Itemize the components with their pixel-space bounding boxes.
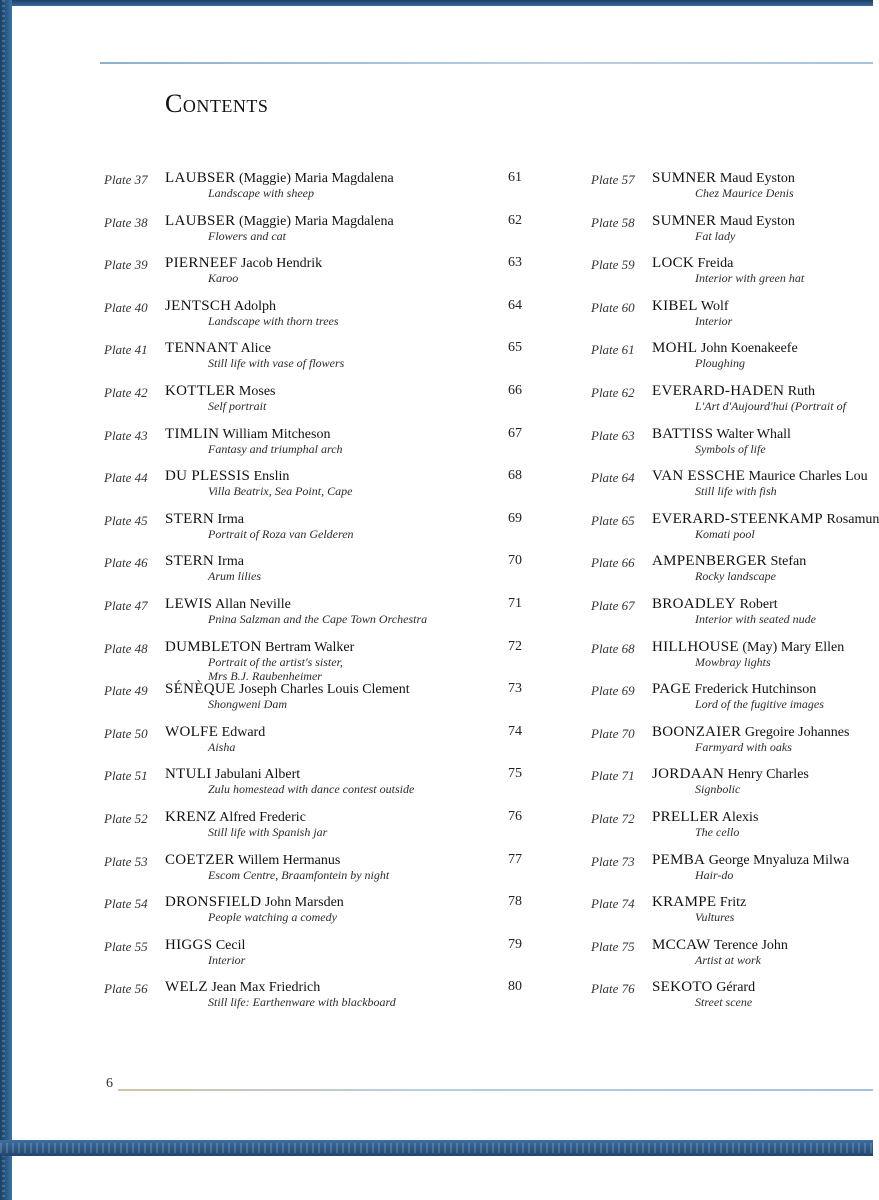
artist-surname: WOLFE (165, 723, 219, 740)
plate-label: Plate 59 (591, 257, 635, 273)
artist-name (652, 852, 849, 869)
artist-given-names: Frederick Hutchinson (694, 682, 817, 698)
artist-given-names: (Maggie) Maria Magdalena (238, 171, 394, 186)
plate-label: Plate 67 (591, 598, 635, 613)
work-title: Flowers and cat (208, 228, 286, 243)
work-title: Still life: Earthenware with blackboard (208, 995, 396, 1010)
artist-surname: PIERNEEF (165, 255, 238, 272)
artist-surname: HIGGS (165, 936, 213, 953)
artist-surname: SÉNÈQUE (165, 681, 236, 698)
work-title: Shongweni Dam (208, 697, 287, 712)
work-title: Rocky landscape (695, 569, 776, 584)
artist-name (652, 468, 868, 485)
work-title: Escom Centre, Braamfontein by night (208, 867, 390, 882)
artist-surname: KOTTLER (165, 383, 236, 399)
page-reference: 75 (508, 766, 522, 782)
page-reference: 66 (508, 383, 522, 398)
page-reference: 62 (508, 212, 522, 228)
work-title: Mowbray lights (695, 654, 771, 669)
plate-label: Plate 41 (104, 342, 148, 358)
artist-given-names: Maurice Charles Lou (748, 469, 868, 485)
work-title: Chez Maurice Denis (695, 186, 794, 200)
artist-surname: EVERARD-STEENKAMP (652, 510, 823, 527)
artist-given-names: John Koenakeefe (700, 341, 798, 357)
work-title: Artist at work (695, 952, 762, 967)
artist-given-names: Terence John (713, 937, 788, 953)
plate-label: Plate 74 (591, 896, 635, 912)
plate-label: Plate 76 (591, 981, 635, 997)
plate-label: Plate 50 (104, 725, 148, 741)
plate-label: Plate 38 (104, 214, 148, 230)
artist-given-names: Freida (697, 256, 734, 272)
work-title: Landscape with thorn trees (208, 313, 339, 328)
artist-given-names: Adolph (234, 298, 277, 314)
artist-surname: TIMLIN (165, 425, 220, 442)
artist-given-names: Alfred Frederic (219, 810, 306, 825)
artist-given-names: Cecil (215, 937, 246, 953)
work-title: Fantasy and triumphal arch (208, 441, 343, 456)
artist-name (652, 724, 849, 741)
work-title: Komati pool (695, 526, 755, 541)
artist-surname: KRAMPE (652, 894, 717, 911)
work-title: Aisha (208, 739, 236, 754)
artist-name (652, 894, 746, 911)
plate-label: Plate 68 (591, 640, 635, 656)
artist-given-names: Enslin (253, 469, 290, 485)
plate-label: Plate 37 (104, 172, 148, 187)
artist-given-names: Irma (217, 554, 244, 570)
work-title: Still life with fish (695, 484, 777, 499)
artist-surname: WELZ (165, 979, 208, 996)
artist-surname: DU PLESSIS (165, 468, 251, 485)
plate-label: Plate 40 (104, 299, 148, 315)
plate-label: Plate 69 (591, 683, 635, 699)
artist-surname: PAGE (652, 681, 691, 698)
artist-given-names: Henry Charles (727, 767, 809, 783)
artist-name (652, 553, 806, 570)
artist-name (652, 596, 778, 613)
artist-surname: MCCAW (652, 936, 711, 953)
page-reference: 74 (508, 723, 522, 739)
work-title: Vultures (695, 910, 735, 925)
plate-label: Plate 52 (104, 811, 148, 826)
work-title: Signbolic (695, 782, 741, 797)
artist-surname: VAN ESSCHE (652, 468, 746, 485)
artist-surname: AMPENBERGER (652, 553, 767, 570)
plate-label: Plate 75 (591, 938, 635, 954)
plate-label: Plate 65 (591, 512, 635, 528)
bottom-rule (118, 1089, 873, 1091)
work-title: The cello (695, 825, 740, 839)
artist-surname: STERN (165, 510, 215, 527)
artist-surname: PEMBA (652, 851, 706, 868)
artist-name (652, 340, 798, 357)
plate-label: Plate 53 (104, 853, 148, 869)
artist-surname: SUMNER (652, 212, 717, 229)
artist-surname: BROADLEY (652, 596, 737, 612)
work-title: Interior (208, 952, 246, 967)
work-title: Ploughing (695, 356, 745, 371)
artist-given-names: Moses (238, 384, 276, 399)
plate-label: Plate 61 (591, 342, 635, 358)
plate-label: Plate 73 (591, 853, 635, 869)
plate-label: Plate 54 (104, 896, 148, 912)
work-title: Hair-do (695, 867, 734, 882)
artist-given-names: Gregoire Johannes (744, 724, 850, 740)
artist-given-names: Fritz (719, 895, 747, 911)
plate-label: Plate 44 (104, 470, 148, 486)
work-title: Interior (695, 313, 733, 328)
plate-label: Plate 45 (104, 512, 148, 528)
plate-label: Plate 60 (591, 299, 635, 315)
artist-surname: TENNANT (165, 340, 238, 357)
artist-given-names: Jacob Hendrik (240, 256, 323, 272)
plate-label: Plate 56 (104, 981, 148, 997)
artist-surname: JORDAAN (652, 766, 725, 783)
plate-label: Plate 71 (591, 768, 635, 784)
artist-given-names: Gérard (716, 980, 756, 996)
plate-label: Plate 46 (104, 555, 148, 571)
artist-given-names: Robert (739, 597, 778, 612)
work-title: Self portrait (208, 399, 267, 413)
work-title: Karoo (208, 271, 239, 286)
artist-surname: NTULI (165, 766, 212, 783)
artist-surname: MOHL (652, 340, 698, 357)
plate-label: Plate 72 (591, 811, 635, 826)
artist-given-names: Ruth (787, 384, 815, 399)
work-title: Street scene (695, 995, 753, 1010)
artist-given-names: Allan Neville (215, 597, 291, 612)
work-title: Pnina Salzman and the Cape Town Orchestra (208, 612, 428, 626)
artist-given-names: Alexis (721, 810, 759, 825)
plate-label: Plate 58 (591, 214, 635, 230)
work-title: Villa Beatrix, Sea Point, Cape (208, 484, 353, 499)
page-reference: 77 (508, 851, 522, 867)
artist-given-names: Jean Max Friedrich (211, 980, 321, 996)
work-title: Lord of the fugitive images (695, 697, 824, 712)
work-title: Fat lady (695, 228, 736, 243)
plate-label: Plate 43 (104, 427, 148, 443)
plate-label: Plate 66 (591, 555, 635, 571)
artist-name (652, 511, 879, 528)
artist-surname: KRENZ (165, 809, 217, 825)
artist-surname: DUMBLETON (165, 638, 262, 655)
artist-surname: HILLHOUSE (652, 638, 739, 655)
artist-surname: JENTSCH (165, 297, 232, 314)
artist-given-names: Rosamun (826, 511, 879, 527)
page-reference: 78 (508, 894, 522, 910)
work-title: Farmyard with oaks (695, 739, 792, 754)
artist-given-names: Wolf (700, 298, 729, 314)
page-reference: 69 (508, 510, 522, 526)
page-title: Contents (165, 89, 269, 118)
page-reference: 73 (508, 681, 522, 697)
artist-surname: STERN (165, 553, 215, 570)
artist-given-names: John Marsden (264, 895, 344, 911)
artist-given-names: Willem Hermanus (237, 852, 341, 868)
artist-name (652, 979, 755, 996)
artist-given-names: Walter Whall (716, 426, 791, 442)
artist-given-names: Stefan (770, 554, 807, 570)
artist-given-names: Joseph Charles Louis Clement (238, 682, 410, 698)
plate-label: Plate 47 (104, 598, 148, 613)
artist-name (652, 213, 795, 230)
work-title: Still life with vase of flowers (208, 356, 345, 371)
page-reference: 76 (508, 809, 522, 824)
plate-label: Plate 62 (591, 385, 635, 400)
page-reference: 64 (508, 297, 522, 313)
work-title: People watching a comedy (208, 910, 337, 925)
page-reference: 67 (508, 425, 522, 441)
artist-surname: LEWIS (165, 596, 213, 612)
page-reference: 63 (508, 255, 522, 271)
artist-name (652, 766, 809, 783)
artist-surname: EVERARD-HADEN (652, 383, 785, 399)
artist-surname: PRELLER (652, 809, 720, 825)
artist-surname: LOCK (652, 255, 695, 272)
page-reference: 70 (508, 553, 522, 569)
plate-label: Plate 70 (591, 725, 635, 741)
work-title: Portrait of Roza van Gelderen (208, 526, 354, 541)
artist-given-names: Maud Eyston (719, 213, 795, 229)
artist-surname: BATTISS (652, 425, 714, 442)
artist-name (652, 681, 816, 698)
artist-surname: BOONZAIER (652, 723, 742, 740)
plate-label: Plate 42 (104, 385, 148, 400)
artist-name (652, 809, 758, 826)
artist-surname: KIBEL (652, 297, 698, 314)
artist-name (652, 298, 729, 315)
artist-name (652, 383, 815, 400)
plate-label: Plate 51 (104, 768, 148, 784)
artist-given-names: (May) Mary Ellen (742, 639, 845, 655)
plate-label: Plate 64 (591, 470, 635, 486)
artist-surname: COETZER (165, 851, 235, 868)
work-title: Interior with seated nude (695, 612, 816, 626)
work-title: Arum lilies (208, 569, 261, 584)
artist-given-names: Alice (240, 341, 271, 357)
work-title: Portrait of the artist's sister, (208, 654, 343, 669)
artist-surname: SEKOTO (652, 979, 713, 996)
artist-surname: SUMNER (652, 170, 717, 186)
artist-name (652, 255, 733, 272)
artist-given-names: Jabulani Albert (215, 767, 301, 783)
artist-name (652, 639, 844, 656)
artist-name (652, 170, 795, 187)
plate-label: Plate 39 (104, 257, 148, 273)
page-reference: 68 (508, 468, 522, 484)
artist-surname: LAUBSER (165, 212, 236, 229)
work-title: Still life with Spanish jar (208, 825, 328, 839)
plate-label: Plate 63 (591, 427, 635, 443)
artist-given-names: Maud Eyston (719, 171, 795, 186)
plate-label: Plate 48 (104, 640, 148, 656)
work-title: Zulu homestead with dance contest outside (208, 782, 415, 797)
artist-given-names: (Maggie) Maria Magdalena (238, 213, 394, 229)
work-title-continued: Mrs B.J. Raubenheimer (208, 668, 322, 683)
artist-name (652, 426, 791, 443)
plate-label: Plate 55 (104, 938, 148, 954)
artist-given-names: William Mitcheson (222, 426, 331, 442)
work-title: Symbols of life (695, 441, 766, 456)
page-reference: 61 (508, 170, 522, 185)
artist-surname: DRONSFIELD (165, 894, 262, 911)
work-title: Interior with green hat (695, 271, 805, 286)
artist-given-names: Irma (217, 511, 244, 527)
page-number: 6 (106, 1076, 113, 1091)
page-reference: 71 (508, 596, 522, 611)
artist-given-names: George Mnyaluza Milwa (708, 852, 850, 868)
artist-given-names: Edward (221, 724, 266, 740)
plate-label: Plate 57 (591, 172, 635, 187)
work-title: Landscape with sheep (208, 186, 314, 200)
artist-given-names: Bertram Walker (265, 639, 355, 655)
artist-surname: LAUBSER (165, 170, 236, 186)
work-title: L'Art d'Aujourd'hui (Portrait of (695, 399, 846, 413)
page-reference: 65 (508, 340, 522, 356)
page-reference: 72 (508, 638, 522, 654)
page-reference: 79 (508, 936, 522, 952)
plate-label: Plate 49 (104, 683, 148, 699)
artist-name (652, 937, 788, 954)
page-reference: 80 (508, 979, 522, 995)
